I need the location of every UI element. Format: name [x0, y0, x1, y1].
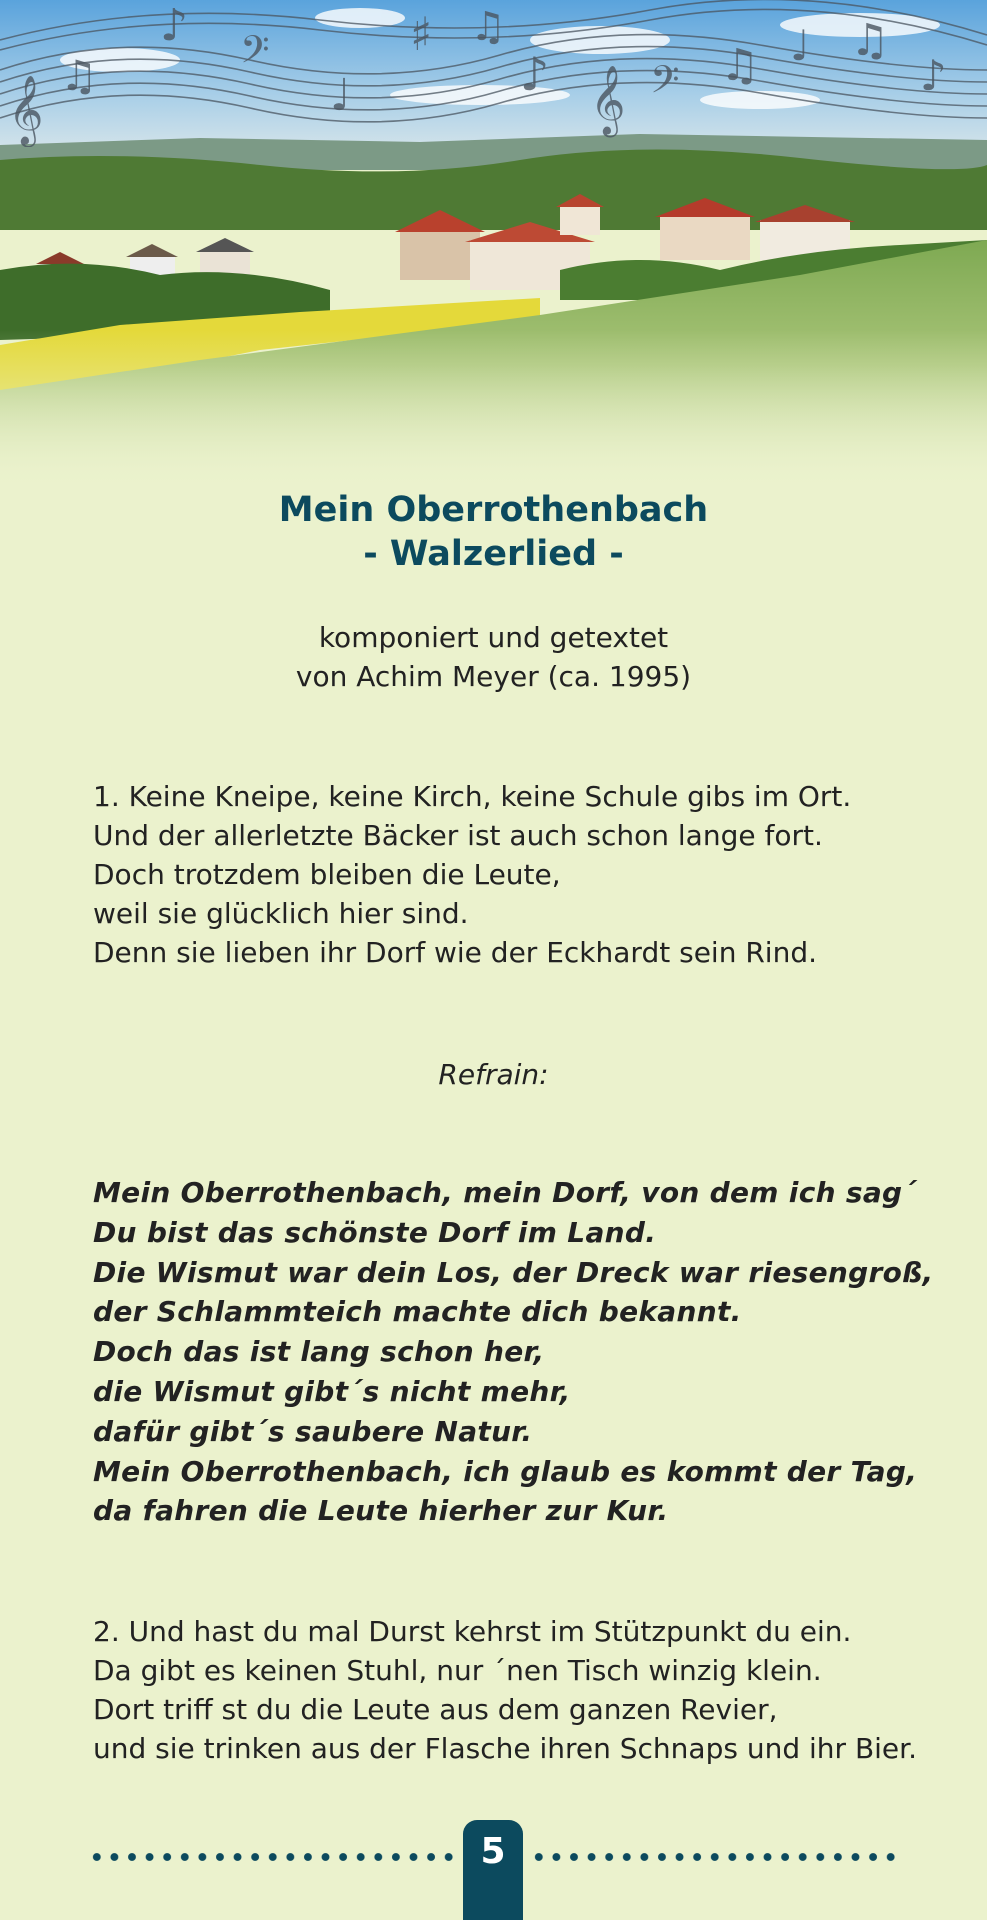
- refrain-line: dafür gibt´s saubere Natur.: [93, 1414, 533, 1448]
- dotted-divider-left: [88, 1852, 456, 1862]
- verse-line: 2. Und hast du mal Durst kehrst im Stützpunkt du ein.: [93, 1615, 852, 1648]
- svg-text:♪: ♪: [920, 51, 947, 100]
- byline-line1: komponiert und getextet: [318, 621, 669, 654]
- svg-text:♩: ♩: [790, 21, 810, 70]
- svg-text:♫: ♫: [470, 4, 506, 50]
- svg-text:𝄢: 𝄢: [650, 57, 680, 111]
- refrain-line: da fahren die Leute hierher zur Kur.: [93, 1494, 669, 1528]
- verse-line: weil sie glücklich hier sind.: [93, 897, 469, 930]
- refrain-line: die Wismut gibt´s nicht mehr,: [93, 1374, 571, 1408]
- verse-line: 1. Keine Kneipe, keine Kirch, keine Schule gibs im Ort.: [93, 780, 852, 813]
- verse-line: Doch trotzdem bleiben die Leute,: [93, 858, 561, 891]
- village-landscape-photo: [0, 0, 987, 490]
- page-number: 5: [463, 1820, 523, 1920]
- song-title-line1: Mein Oberrothenbach: [278, 490, 709, 530]
- verse-line: Denn sie lieben ihr Dorf wie der Eckhardt sein Rind.: [93, 936, 817, 969]
- verse-line: und sie trinken aus der Flasche ihren Schnaps und ihr Bier.: [93, 1732, 918, 1765]
- svg-text:♩: ♩: [330, 70, 351, 121]
- song-subtitle: - Walzerlied -: [363, 534, 624, 574]
- svg-text:♪: ♪: [160, 0, 189, 51]
- svg-text:♯: ♯: [410, 7, 433, 61]
- byline-line2: von Achim Meyer (ca. 1995): [295, 660, 692, 693]
- svg-text:𝄢: 𝄢: [240, 27, 270, 81]
- refrain-label: Refrain:: [438, 1058, 549, 1091]
- svg-text:♫: ♫: [720, 40, 760, 91]
- song-title: [0, 488, 987, 576]
- hero-image: [0, 0, 987, 490]
- svg-text:𝄞: 𝄞: [590, 65, 626, 135]
- verse-1: [93, 777, 953, 972]
- svg-text:𝄞: 𝄞: [8, 75, 44, 145]
- refrain-line: Doch das ist lang schon her,: [93, 1335, 545, 1369]
- refrain-line: Du bist das schönste Dorf im Land.: [93, 1215, 657, 1249]
- svg-text:♪: ♪: [520, 47, 550, 101]
- dotted-divider-right: [530, 1852, 900, 1862]
- byline: [0, 618, 987, 696]
- refrain-line: Mein Oberrothenbach, mein Dorf, von dem ich sag´: [93, 1176, 917, 1209]
- refrain-line: Mein Oberrothenbach, ich glaub es kommt der Tag,: [93, 1454, 918, 1488]
- page-footer: [0, 1812, 987, 1920]
- verse-line: Und der allerletzte Bäcker ist auch schon lange fort.: [93, 819, 823, 852]
- refrain-line: der Schlammteich machte dich bekannt.: [93, 1295, 742, 1329]
- verse-line: Da gibt es keinen Stuhl, nur ´nen Tisch winzig klein.: [93, 1654, 822, 1687]
- verse-line: Dort triff st du die Leute aus dem ganzen Revier,: [93, 1693, 778, 1726]
- refrain: [93, 1173, 953, 1531]
- verse-2: [93, 1612, 953, 1768]
- svg-text:♫: ♫: [60, 51, 98, 100]
- svg-text:♫: ♫: [850, 15, 890, 66]
- refrain-line: Die Wismut war dein Los, der Dreck war riesengroß,: [93, 1255, 934, 1289]
